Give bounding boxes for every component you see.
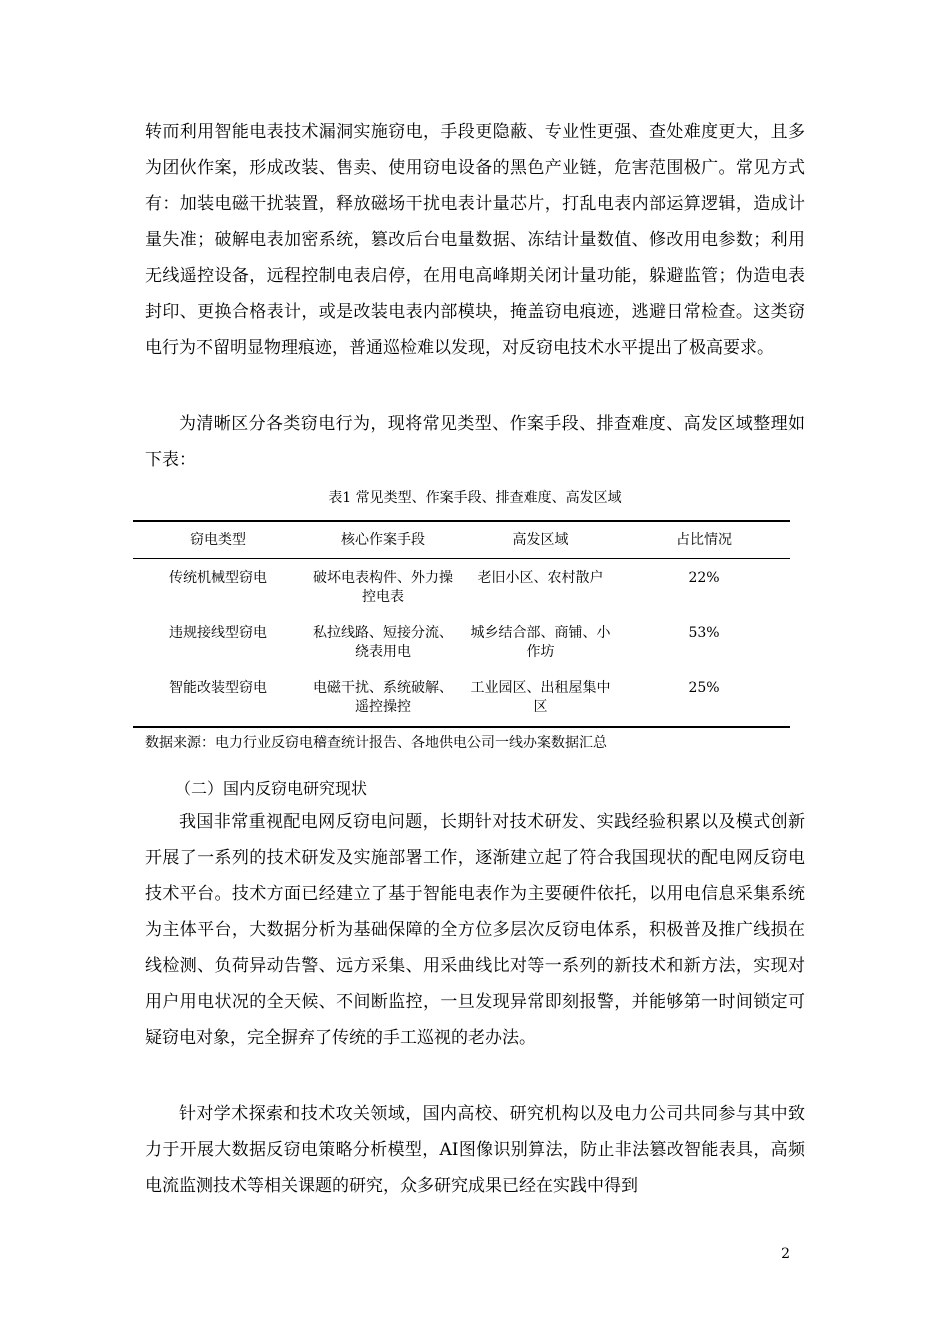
table-row bbox=[133, 616, 790, 671]
table-header-cell: 高发区域 bbox=[463, 521, 618, 559]
table-cell bbox=[463, 559, 618, 617]
table-cell bbox=[463, 616, 618, 671]
table-row bbox=[133, 559, 790, 617]
table-cell bbox=[303, 616, 463, 671]
table-cell: 25% bbox=[688, 680, 720, 696]
body-paragraph-2: 为清晰区分各类窃电行为，现将常见类型、作案手段、排查难度、高发区域整理如下表： bbox=[145, 414, 805, 470]
table-cell: 53% bbox=[688, 625, 720, 641]
table-cell-text: 城乡结合部、商铺、小作坊 bbox=[470, 625, 611, 660]
table-cell: 22% bbox=[688, 570, 720, 586]
table-cell bbox=[303, 671, 463, 727]
table-cell bbox=[303, 559, 463, 617]
table-header-row bbox=[133, 521, 790, 559]
table-header-cell: 核心作案手段 bbox=[303, 521, 463, 559]
table-header-cell: 窃电类型 bbox=[133, 521, 303, 559]
table-source-note: 数据来源：电力行业反窃电稽查统计报告、各地供电公司一线办案数据汇总 bbox=[145, 735, 607, 751]
table-cell-text: 老旧小区、农村散户 bbox=[477, 570, 604, 586]
table-row bbox=[133, 671, 790, 727]
table-cell-text: 私拉线路、短接分流、绕表用电 bbox=[313, 625, 453, 660]
body-paragraph-4: 针对学术探索和技术攻关领域，国内高校、研究机构以及电力公司共同参与其中致力于开展大数据反窃电策略分析模型，AI图像识别算法，防止非法篡改智能表具，高频电流监测技术等相关课题的研究，众多研究成果已经在实践中得到 bbox=[145, 1104, 805, 1196]
page-number: 2 bbox=[781, 1246, 790, 1262]
table-cell-text: 工业园区、出租屋集中区 bbox=[470, 680, 611, 715]
body-paragraph-3: 我国非常重视配电网反窃电问题，长期针对技术研发、实践经验积累以及模式创新开展了一系列的技术研发及实施部署工作，逐渐建立起了符合我国现状的配电网反窃电技术平台。技术方面已经建立了基于智能电表作为主要硬件依托，以用电信息采集系统为主体平台，大数据分析为基础保障的全方位多层次反窃电体系，积极普及推广线损在线检测、负荷异动告警、远方采集、用采曲线比对等一系列的新技术和新方法，实现对用户用电状况的全天候、不间断监控，一旦发现异常即刻报警，并能够第一时间锁定可疑窃电对象，完全摒弃了传统的手工巡视的老办法。 bbox=[145, 812, 805, 1048]
body-paragraph-1: 转而利用智能电表技术漏洞实施窃电，手段更隐蔽、专业性更强、查处难度更大，且多为团伙作案，形成改装、售卖、使用窃电设备的黑色产业链，危害范围极广。常见方式有：加装电磁干扰装置，释放磁场干扰电表计量芯片，打乱电表内部运算逻辑，造成计量失准；破解电表加密系统，篡改后台电量数据、冻结计量数值、修改用电参数；利用无线遥控设备，远程控制电表启停，在用电高峰期关闭计量功能，躲避监管；伪造电表封印、更换合格表计，或是改装电表内部模块，掩盖窃电痕迹，逃避日常检查。这类窃电行为不留明显物理痕迹，普通巡检难以发现，对反窃电技术水平提出了极高要求。 bbox=[145, 122, 805, 358]
data-table bbox=[133, 520, 790, 728]
table-cell bbox=[463, 671, 618, 727]
table-cell: 智能改装型窃电 bbox=[169, 680, 267, 696]
table-caption: 表1 常见类型、作案手段、排查难度、高发区域 bbox=[328, 490, 622, 506]
section-heading: （二）国内反窃电研究现状 bbox=[175, 779, 368, 798]
table-cell-text: 电磁干扰、系统破解、遥控操控 bbox=[313, 680, 453, 715]
table-cell: 传统机械型窃电 bbox=[169, 570, 267, 586]
table-header-cell: 占比情况 bbox=[618, 521, 790, 559]
table-cell-text: 破坏电表构件、外力操控电表 bbox=[313, 570, 453, 605]
table-cell: 违规接线型窃电 bbox=[169, 625, 267, 641]
